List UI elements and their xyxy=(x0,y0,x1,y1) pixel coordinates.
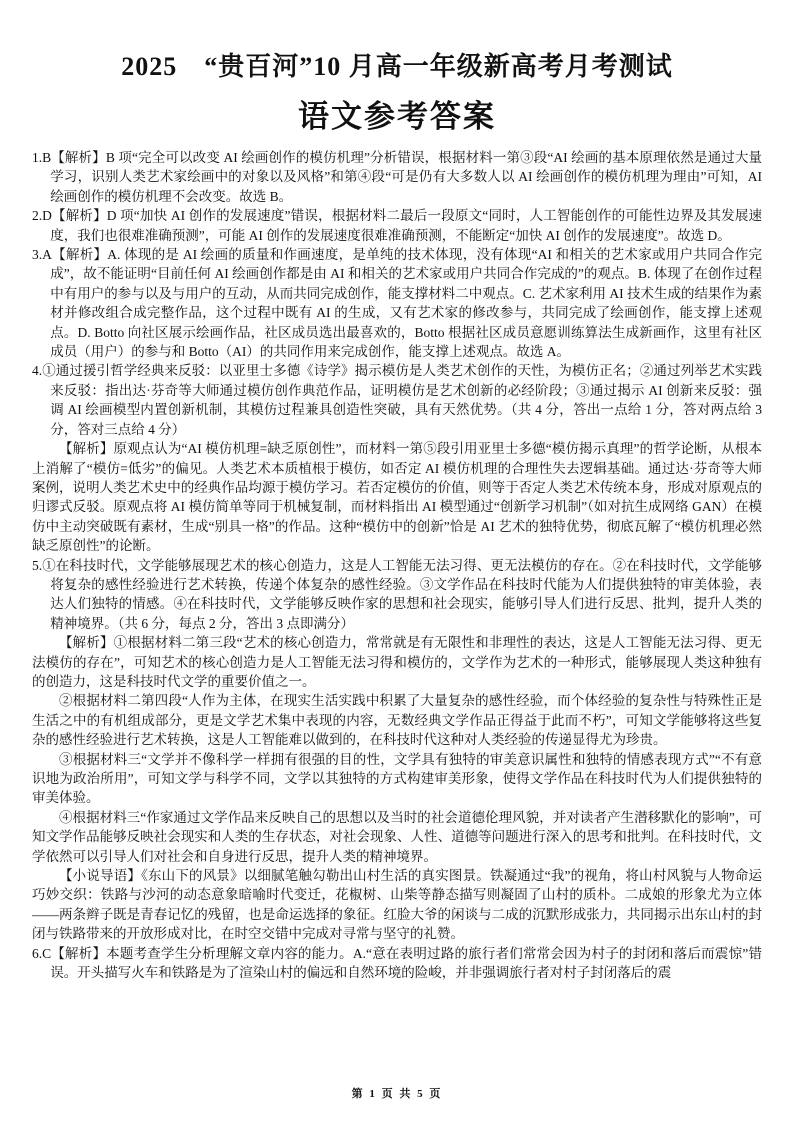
exam-title: 2025 “贵百河”10 月高一年级新高考月考测试 xyxy=(121,52,673,81)
answer-item-1: 1.B【解析】B 项“完全可以改变 AI 绘画创作的模仿机理”分析错误，根据材料一第③段“AI 绘画的基本原理依然是通过大量学习，识别人类艺术家绘画中的对象以及风格”和第④段“可是仍有大多数人以 AI 绘画创作的模仿机理为理由”可知，AI 绘画创作的模仿机理不会改变。故选 B。 xyxy=(32,150,762,204)
answer-item-5: 5.①在科技时代，文学能够展现艺术的核心创造力，这是人工智能无法习得、更无法模仿的存在。②在科技时代，文学能够将复杂的感性经验进行艺术转换，传递个体复杂的感性经验。③文学作品在科技时代能为人们提供独特的审美体验，表达人们独特的情感。④在科技时代，文学能够反映作家的思想和社会现实，能够引导人们进行反思、批判，提升人类的精神境界。（共 6 分，每点 2 分，答出 3 点即满分） xyxy=(32,557,762,631)
answer-item-5-analysis-3: ③根据材料三“文学并不像科学一样拥有很强的目的性，文学具有独特的审美意识属性和独特的情感表现方式”“不有意识地为政治所用”，可知文学与科学不同，文学以其独特的方式构建审美形象，使得文学作品在科技时代为人们提供独特的审美体验。 xyxy=(32,751,762,806)
page-number-footer: 第 1 页 共 5 页 xyxy=(351,1088,443,1100)
answer-item-5-analysis-4: ④根据材料三“作家通过文学作品来反映自己的思想以及当时的社会道德伦理风貌，并对读者产生潜移默化的影响”，可知文学作品能够反映社会现实和人类的生存状态，对社会现象、人性、道德等问题进行深入的思考和批判。在科技时代，文学依然可以引导人们对社会和自身进行反思，提升人类的精神境界。 xyxy=(32,809,762,864)
answer-content xyxy=(32,148,762,982)
answer-item-4: 4.①通过援引哲学经典来反驳：以亚里士多德《诗学》揭示模仿是人类艺术创作的天性，为模仿正名；②通过列举艺术实践来反驳：指出达·芬奇等大师通过模仿创作典范作品，证明模仿是艺术创新的必经阶段；③通过揭示 AI 创新来反驳：强调 AI 绘画模型内置创新机制，其模仿过程兼具创造性突破，具有天然优势。（共 4 分，答出一点给 1 分，答对两点给 3 分，答对三点给 4 分） xyxy=(32,363,762,437)
novel-intro-paragraph: 【小说导语】《东山下的风景》以细腻笔触勾勒出山村生活的真实图景。铁凝通过“我”的视角，将山村风貌与人物命运巧妙交织：铁路与沙河的动态意象暗喻时代变迁，花椒树、山柴等静态描写则凝固了山村的质朴。二成娘的形象尤为立体——两条辫子既是青春记忆的残留，也是命运选择的象征。红脸大爷的闲谈与二成的沉默形成张力，共同揭示出东山村的封闭与铁路带来的开放形成对比，在时空交错中完成对寻常与坚守的礼赞。 xyxy=(32,868,762,942)
answer-key-title: 语文参考答案 xyxy=(298,99,496,134)
answer-item-5-analysis-2: ②根据材料二第四段“人作为主体，在现实生活实践中积累了大量复杂的感性经验，而个体经验的复杂性与特殊性正是生活之中的有机组成部分，更是文学艺术集中表现的内容，无数经典文学作品正得益于此而不朽”，可知文学能够将这些复杂的感性经验进行艺术转换，这是人工智能难以做到的，在科技时代这种对人类经验的传递显得尤为珍贵。 xyxy=(32,693,762,748)
answer-item-6: 6.C【解析】本题考查学生分析理解文章内容的能力。A.“意在表明过路的旅行者们常常会因为村子的封闭和落后而震惊”错误。开头描写火车和铁路是为了渲染山村的偏远和自然环境的险峻，并非强调旅行者对村子封闭落后的震 xyxy=(32,945,762,981)
answer-item-2: 2.D【解析】D 项“加快 AI 创作的发展速度”错误，根据材料二最后一段原文“同时，人工智能创作的可能性边界及其发展速度，我们也很难准确预测”，可能 AI 创作的发展速度很难准确预测，不能断定“加快 AI 创作的发展速度”。故选 D。 xyxy=(32,208,762,243)
answer-item-3: 3.A【解析】A. 体现的是 AI 绘画的质量和作画速度，是单纯的技术体现，没有体现“AI 和相关的艺术家或用户共同合作完成”，故不能证明“目前任何 AI 绘画创作都是由 AI 和相关的艺术家或用户共同合作完成的”的观点。B. 体现了在创作过程中有用户的参与以及与用户的互动，从而共同完成创作，能支撑材料二中观点。C. 艺术家利用 AI 技术生成的结果作为素材并修改组合成完整作品，这个过程中既有 AI 的生成，又有艺术家的修改参与，共同完成了绘画创作，能支撑上述观点。D. Botto 向社区展示绘画作品，社区成员选出最喜欢的，Botto 根据社区成员意愿训练算法生成新画作，这里有社区成员（用户）的参与和 Botto（AI）的共同作用来完成创作，能支撑上述观点。故选 A。 xyxy=(32,247,762,360)
answer-item-5-analysis-1: 【解析】①根据材料二第三段“艺术的核心创造力，常常就是有无限性和非理性的表达，这是人工智能无法习得、更无法模仿的存在”，可知艺术的核心创造力是人工智能无法习得和模仿的，文学作为艺术的一种形式，能够展现人类这种独有的创造力，这是科技时代文学的重要价值之一。 xyxy=(32,635,762,689)
answer-item-4-analysis: 【解析】原观点认为“AI 模仿机理=缺乏原创性”，而材料一第⑤段引用亚里士多德“模仿揭示真理”的哲学论断，从根本上消解了“模仿=低劣”的偏见。人类艺术本质植根于模仿，如否定 AI 模仿机理的合理性失去逻辑基础。通过达·芬奇等大师案例，说明人类艺术史中的经典作品均源于模仿学习。若否定模仿的价值，则等于否定人类艺术传统本身，形成对原观点的归谬式反驳。原观点将 AI 模仿简单等同于机械复制，而材料指出 AI 模型通过“创新学习机制”（如对抗生成网络 GAN）在模仿中主动突破既有素材，生成“别具一格”的作品。这种“模仿中的创新”恰是 AI 艺术的独特优势，彻底瓦解了“模仿机理必然缺乏原创性”的论断。 xyxy=(32,441,762,554)
